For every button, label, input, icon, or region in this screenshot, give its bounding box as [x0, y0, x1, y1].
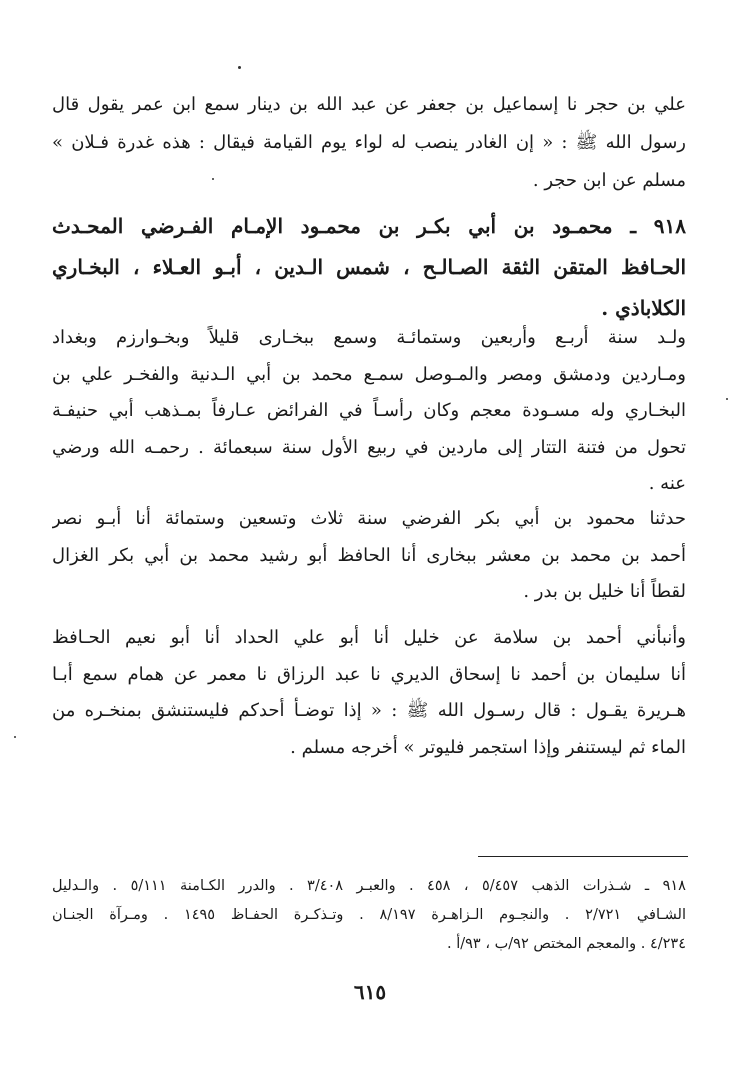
text-line: ومـاردين ودمشق ومصر والمـوصل سمـع محمد بن أبي الـدنية والفخـر علي بن: [52, 363, 686, 385]
text-line: ولـد سنة أربـع وأربعين وستمائـة وسمع ببخـارى قليلاً وبخـوارزم وبغداد: [52, 327, 686, 348]
text-line: علي بن حجر نا إسماعيل بن جعفر عن عبد الله بن دينار سمع ابن عمر يقول قال: [52, 94, 686, 115]
scan-speck: [726, 398, 728, 400]
text-line: أنا سليمان بن أحمد نا إسحاق الديري نا عبد الرزاق نا معمر عن همام سمع أبـا: [52, 663, 686, 685]
footnote-divider: [478, 856, 688, 857]
text-line: هـريرة يقـول : قال رسـول الله ﷺ : « إذا توضـأ أحدكم فليستنشق بمنخـره من: [52, 700, 686, 721]
footnote: [52, 872, 686, 959]
text-line: وأنبأني أحمد بن سلامة عن خليل أنا أبو علي الحداد أنا أبو نعيم الحـافظ: [52, 627, 686, 648]
intro-paragraph: [52, 86, 686, 200]
text-line: أحمد بن محمد بن معشر ببخارى أنا الحافظ أبو رشيد محمد بن أبي بكر الغزال: [52, 544, 686, 566]
text-line: مسلم عن ابن حجر .: [532, 170, 686, 191]
text-line: لقطاً أنا خليل بن بدر .: [523, 581, 686, 602]
scan-speck: [238, 66, 241, 69]
biography-paragraph: [52, 320, 686, 503]
heading-line: الكلاباذي .: [601, 296, 686, 320]
heading-line: الحـافظ المتقن الثقة الصـالـح ، شمس الـدين ، أبـو العـلاء ، البخـاري: [52, 255, 686, 279]
text-line: الماء ثم ليستنفر وإذا استجمر فليوتر » أخرجه مسلم .: [290, 736, 686, 758]
biography-heading: [52, 206, 686, 329]
text-line: رسول الله ﷺ : « إن الغادر ينصب له لواء يوم القيامة فيقال : هذه غدرة فـلان »: [52, 132, 686, 153]
text-line: عنه .: [648, 473, 686, 494]
footnote-line: ٩١٨ ـ شـذرات الذهب ٥/٤٥٧ ، ٤٥٨ . والعبـر ٣/٤٠٨ . والدرر الكـامنة ٥/١١١ . والـدليل: [52, 878, 686, 894]
footnote-line: ٤/٢٣٤ . والمعجم المختص ٩٢/ب ، ٩٣/أ .: [447, 936, 686, 952]
scan-speck: [14, 736, 16, 738]
page-number: ٦١٥: [353, 980, 387, 1004]
hadith-paragraph-2: [52, 620, 686, 766]
text-line: حدثنا محمود بن أبي بكر الفرضي سنة ثلاث وتسعين وستمائة أنا أبـو نصر: [52, 508, 686, 529]
heading-line: ٩١٨ ـ محمـود بن أبي بكـر بن محمـود الإمـام الفـرضي المحـدث: [52, 214, 686, 238]
hadith-paragraph-1: [52, 501, 686, 611]
text-line: تحول من فتنة التتار إلى ماردين في ربيع الأول سنة سبعمائة . رحمـه الله ورضي: [52, 436, 686, 458]
text-line: البخـاري وله مسـودة معجم وكان رأسـاً في الفرائض عـارفاً بمـذهب أبي حنيفـة: [52, 400, 686, 421]
footnote-line: الشـافي ٢/٧٢١ . والنجـوم الـزاهـرة ٨/١٩٧ . وتـذكـرة الحفـاظ ١٤٩٥ . ومـرآة الجنـان: [52, 907, 686, 923]
